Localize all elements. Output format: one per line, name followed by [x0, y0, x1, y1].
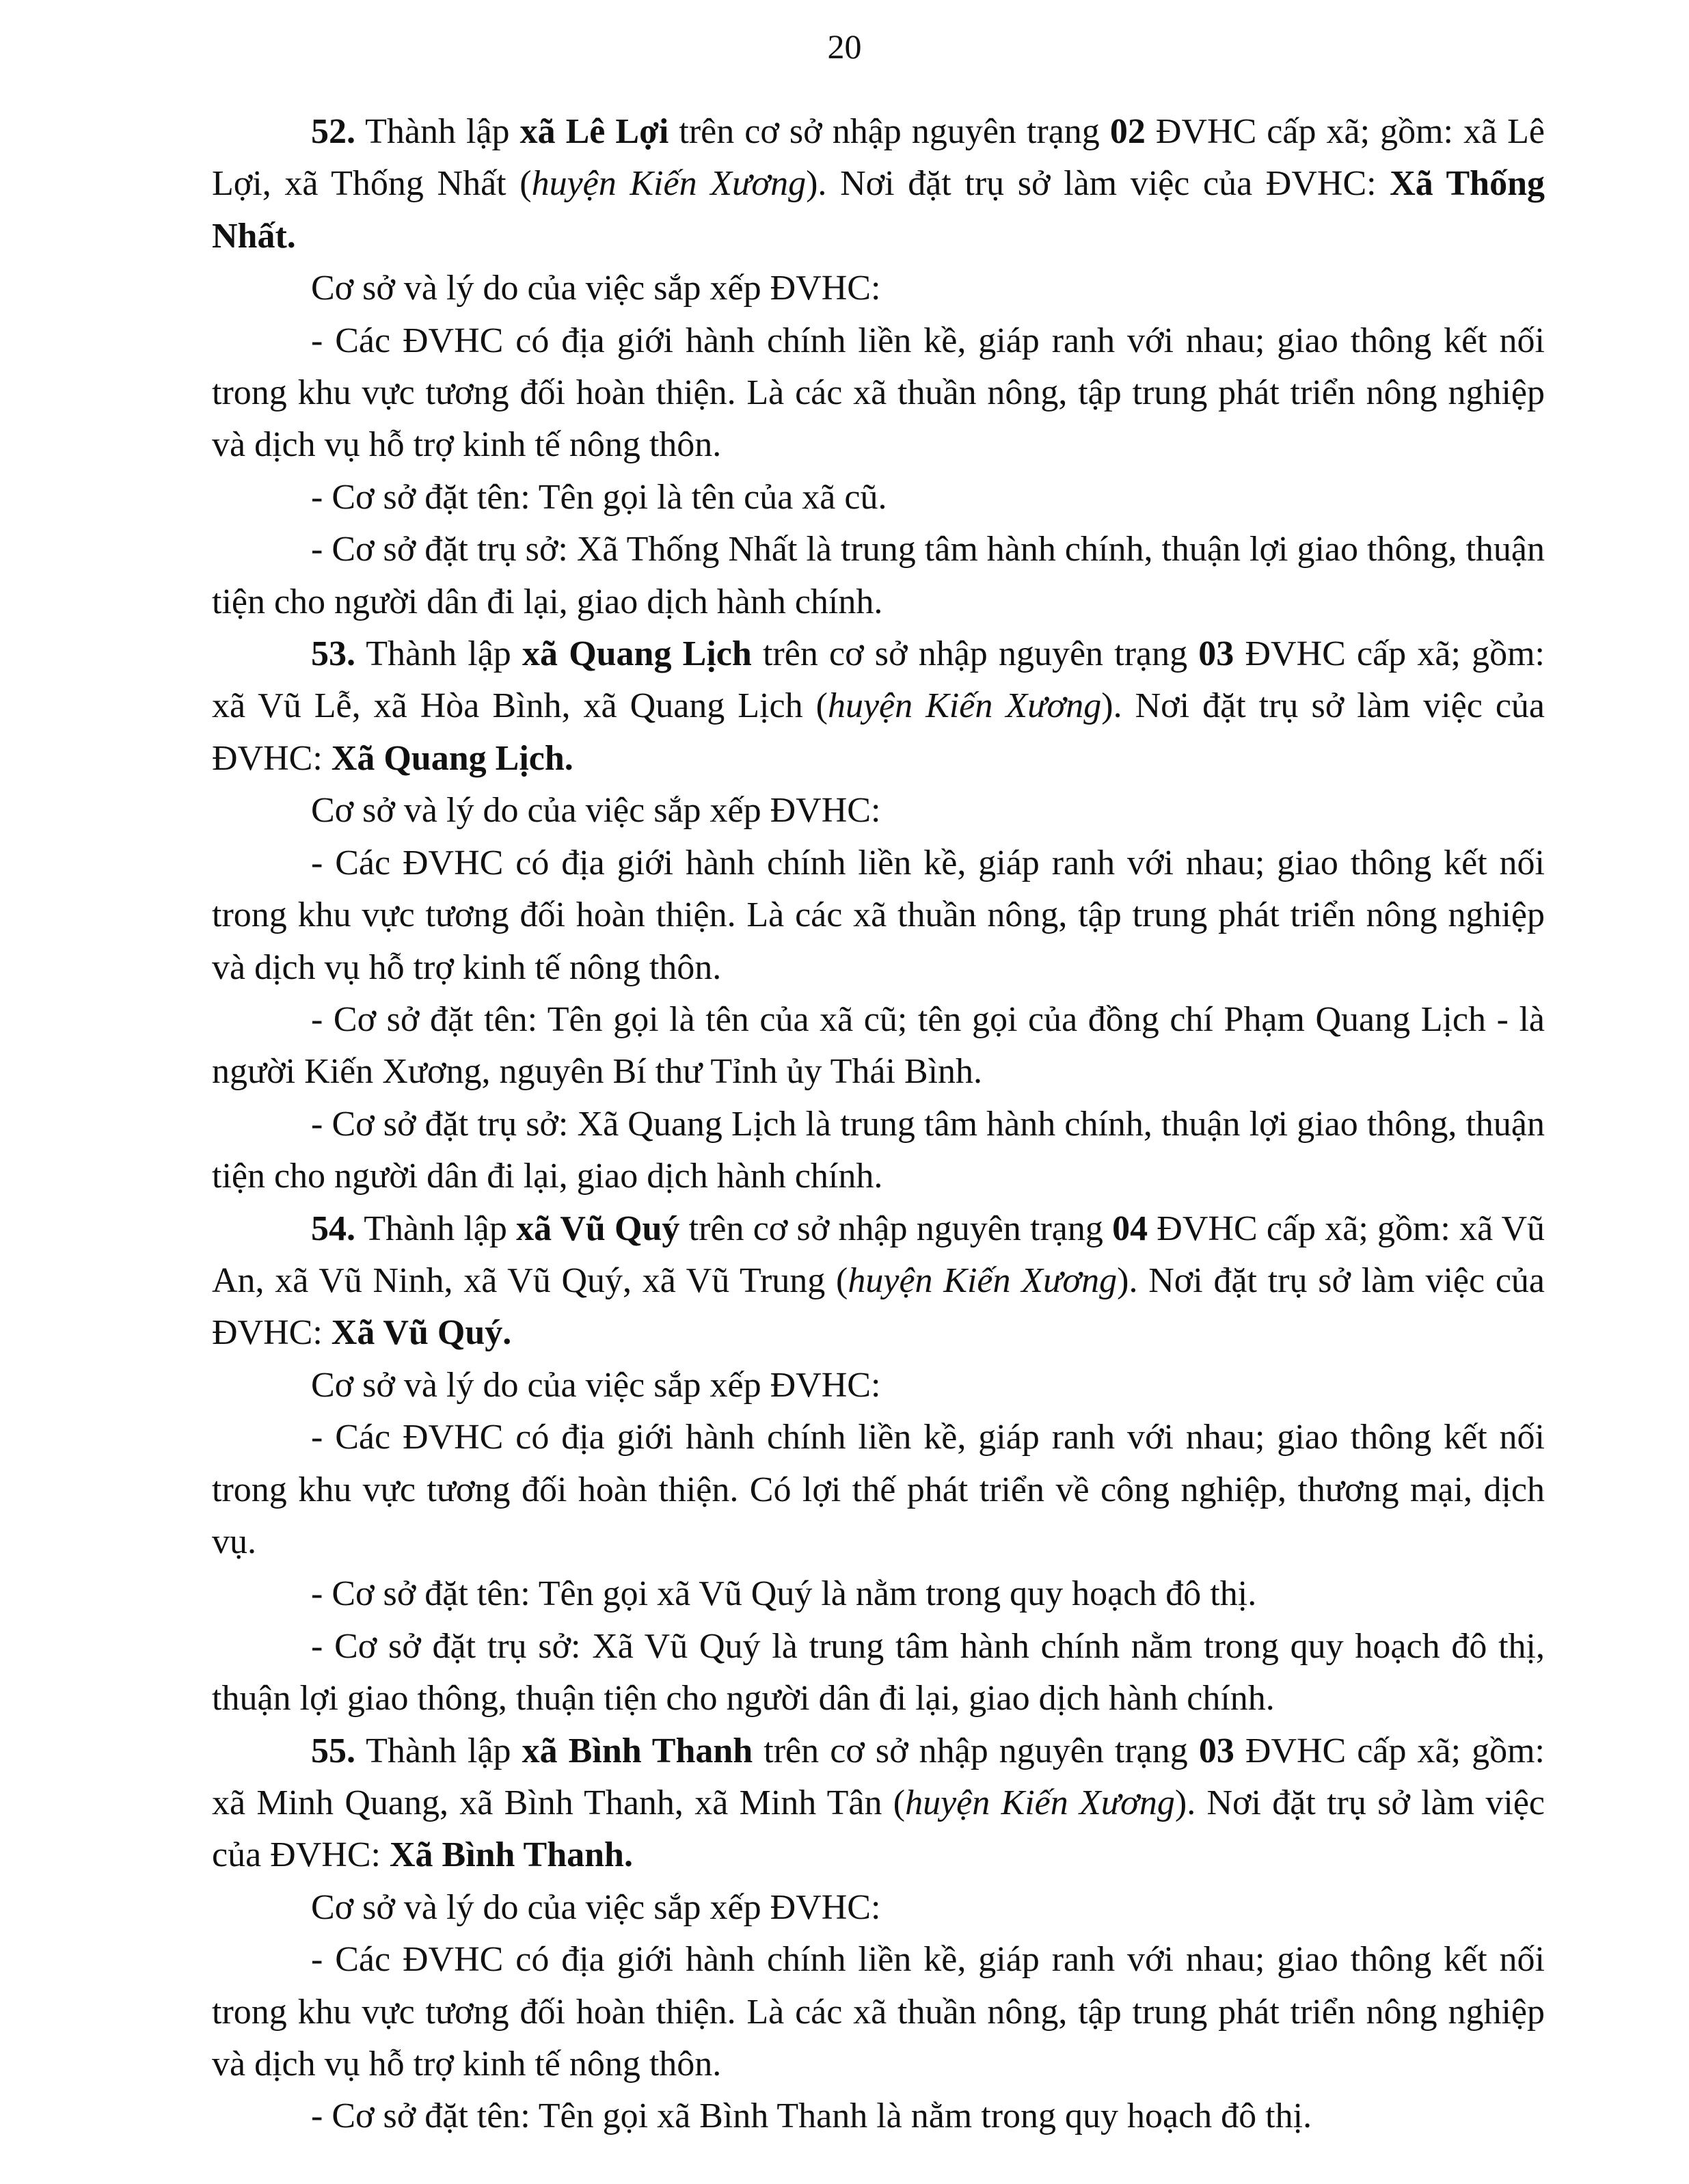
section-mid: trên cơ sở nhập nguyên trạng — [753, 1731, 1199, 1770]
reason-heading: Cơ sở và lý do của việc sắp xếp ĐVHC: — [311, 1887, 881, 1927]
unit-count: 03 — [1198, 634, 1234, 674]
unit-count: 03 — [1198, 1731, 1234, 1770]
section-lead: Thành lập — [355, 112, 520, 151]
section-heading — [212, 628, 1545, 785]
section-lead: Thành lập — [355, 1731, 522, 1770]
reason-heading: Cơ sở và lý do của việc sắp xếp ĐVHC: — [311, 269, 881, 308]
section-number: 53. — [311, 634, 355, 674]
reason-item: - Các ĐVHC có địa giới hành chính liền kề, giáp ranh với nhau; giao thông kết nối trong khu vực tương đối hoàn thiện. Là các xã thuần nông, tập trung phát triển nông nghiệp và dịch vụ hỗ trợ kinh tế nông thôn. — [212, 843, 1545, 987]
office-label: ). Nơi đặt trụ sở làm việc của ĐVHC: — [806, 164, 1390, 204]
unit-count: 04 — [1112, 1209, 1148, 1248]
section-number: 54. — [311, 1209, 355, 1248]
section-mid: trên cơ sở nhập nguyên trạng — [668, 112, 1110, 151]
commune-name: xã Vũ Quý — [516, 1209, 680, 1248]
reason-item: - Cơ sở đặt trụ sở: Xã Quang Lịch là trung tâm hành chính, thuận lợi giao thông, thuận tiện cho người dân đi lại, giao dịch hành chính. — [212, 1104, 1545, 1196]
section-lead: Thành lập — [355, 634, 522, 674]
reason-item: - Cơ sở đặt tên: Tên gọi là tên của xã cũ; tên gọi của đồng chí Phạm Quang Lịch - là người Kiến Xương, nguyên Bí thư Tỉnh ủy Thái Bình. — [212, 999, 1545, 1092]
commune-name: xã Quang Lịch — [522, 634, 752, 674]
commune-name: xã Lê Lợi — [519, 112, 669, 151]
commune-name: xã Bình Thanh — [522, 1731, 753, 1770]
section-rest: ĐVHC cấp xã; gồm: xã Lê Lợi, xã Thống Nhất ( — [212, 112, 1545, 204]
district-name: huyện Kiến Xương — [905, 1783, 1175, 1822]
district-name: huyện Kiến Xương — [848, 1260, 1118, 1300]
office-location: Xã Quang Lịch. — [331, 738, 573, 778]
section-lead: Thành lập — [355, 1209, 517, 1248]
reason-heading: Cơ sở và lý do của việc sắp xếp ĐVHC: — [311, 1365, 881, 1405]
office-location: Xã Vũ Quý. — [331, 1313, 512, 1353]
section-rest: ĐVHC cấp xã; gồm: xã Minh Quang, xã Bình Thanh, xã Minh Tân ( — [212, 1731, 1545, 1822]
page-number: 20 — [827, 27, 862, 66]
reason-item: - Các ĐVHC có địa giới hành chính liền kề, giáp ranh với nhau; giao thông kết nối trong khu vực tương đối hoàn thiện. Là các xã thuần nông, tập trung phát triển nông nghiệp và dịch vụ hỗ trợ kinh tế nông thôn. — [212, 1940, 1545, 2084]
section-mid: trên cơ sở nhập nguyên trạng — [679, 1209, 1113, 1248]
district-name: huyện Kiến Xương — [531, 164, 807, 204]
reason-item: - Cơ sở đặt tên: Tên gọi là tên của xã cũ. — [311, 477, 887, 517]
section-heading — [212, 1725, 1545, 1882]
reason-item: - Cơ sở đặt tên: Tên gọi xã Vũ Quý là nằm trong quy hoạch đô thị. — [311, 1574, 1257, 1614]
section-number: 55. — [311, 1731, 355, 1770]
office-location: Xã Bình Thanh. — [389, 1835, 633, 1875]
section-mid: trên cơ sở nhập nguyên trạng — [751, 634, 1199, 674]
district-name: huyện Kiến Xương — [827, 686, 1102, 726]
section-number: 52. — [311, 112, 355, 151]
unit-count: 02 — [1109, 112, 1146, 151]
document-body — [212, 106, 1545, 2143]
reason-item: - Cơ sở đặt trụ sở: Xã Thống Nhất là trung tâm hành chính, thuận lợi giao thông, thuận tiện cho người dân đi lại, giao dịch hành chính. — [212, 530, 1545, 621]
reason-heading: Cơ sở và lý do của việc sắp xếp ĐVHC: — [311, 791, 881, 831]
section-heading — [212, 106, 1545, 262]
reason-item: - Các ĐVHC có địa giới hành chính liền kề, giáp ranh với nhau; giao thông kết nối trong khu vực tương đối hoàn thiện. Có lợi thế phát triển về công nghiệp, thương mại, dịch vụ. — [212, 1418, 1545, 1561]
office-label: ). Nơi đặt trụ sở làm việc của ĐVHC: — [212, 1260, 1545, 1353]
reason-item: - Các ĐVHC có địa giới hành chính liền kề, giáp ranh với nhau; giao thông kết nối trong khu vực tương đối hoàn thiện. Là các xã thuần nông, tập trung phát triển nông nghiệp và dịch vụ hỗ trợ kinh tế nông thôn. — [212, 321, 1545, 465]
section-rest: ĐVHC cấp xã; gồm: xã Vũ Lễ, xã Hòa Bình, xã Quang Lịch ( — [212, 634, 1545, 726]
reason-item: - Cơ sở đặt tên: Tên gọi xã Bình Thanh là nằm trong quy hoạch đô thị. — [311, 2097, 1312, 2136]
office-label: ). Nơi đặt trụ sở làm việc của ĐVHC: — [212, 686, 1545, 778]
reason-item: - Cơ sở đặt trụ sở: Xã Vũ Quý là trung tâm hành chính nằm trong quy hoạch đô thị, thuận lợi giao thông, thuận tiện cho người dân đi lại, giao dịch hành chính. — [212, 1626, 1545, 1718]
office-label: ). Nơi đặt trụ sở làm việc của ĐVHC: — [212, 1783, 1545, 1875]
section-rest: ĐVHC cấp xã; gồm: xã Vũ An, xã Vũ Ninh, xã Vũ Quý, xã Vũ Trung ( — [212, 1209, 1545, 1300]
office-location: Xã Thống Nhất. — [212, 164, 1545, 256]
section-heading — [212, 1203, 1545, 1360]
